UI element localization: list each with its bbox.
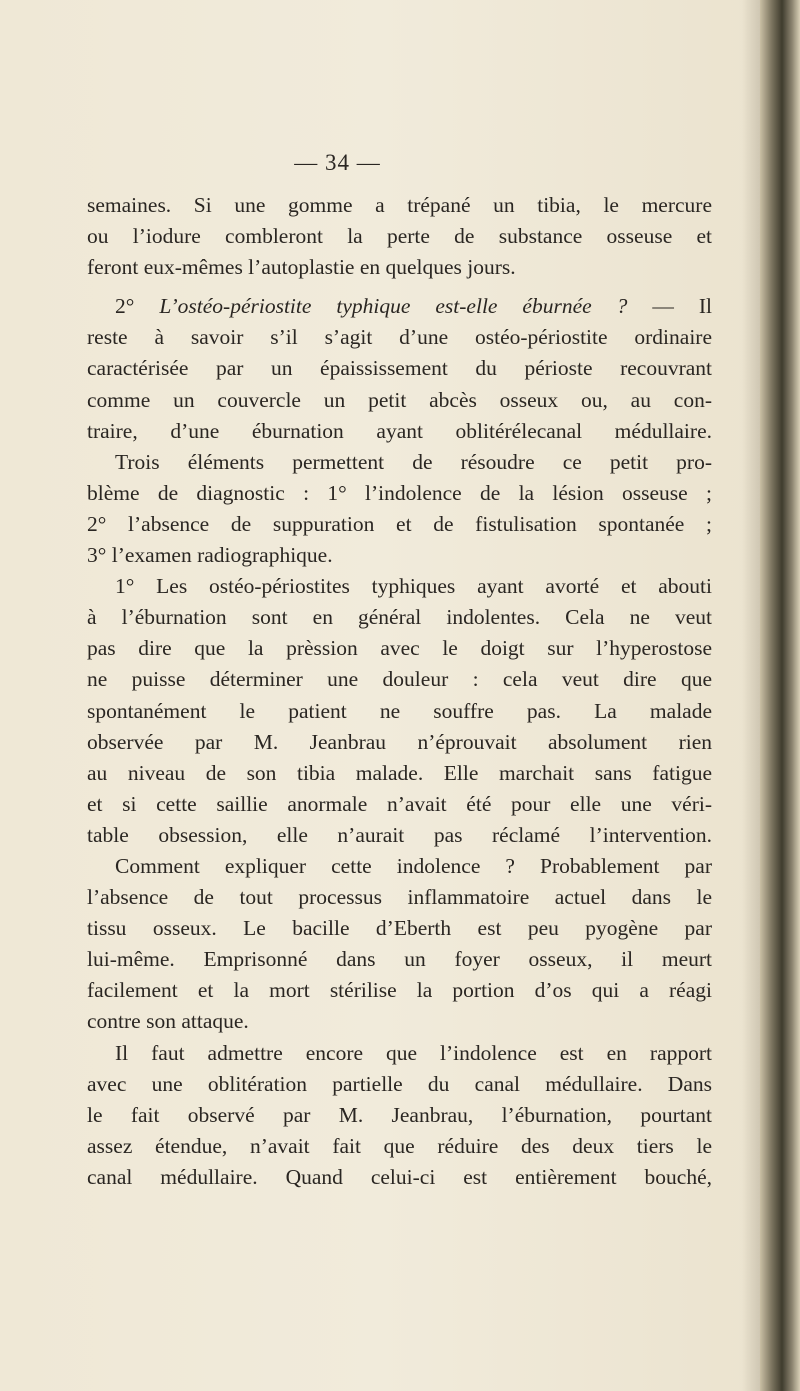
text-line: tissu osseux. Le bacille d’Eberth est peu pyogène par: [87, 916, 712, 941]
paragraph-gap: [87, 283, 712, 291]
text-line: assez étendue, n’avait fait que réduire des deux tiers le: [87, 1133, 712, 1158]
text-line: observée par M. Jeanbrau n’éprouvait absolument rien: [87, 729, 712, 754]
text-line: feront eux-mêmes l’autoplastie en quelques jours.: [87, 255, 516, 280]
page-number: — 34 —: [294, 150, 381, 175]
text-line: canal médullaire. Quand celui-ci est entièrement bouché,: [87, 1164, 712, 1189]
text-line: Comment expliquer cette indolence ? Probablement par: [115, 853, 712, 878]
text-line: avec une oblitération partielle du canal médullaire. Dans: [87, 1071, 712, 1096]
text-line: ne puisse déterminer une douleur : cela veut dire que: [87, 667, 712, 692]
section-number: 2°: [115, 294, 160, 319]
section-dash: — Il: [627, 294, 712, 319]
text-line: ou l’iodure combleront la perte de substance osseuse et: [87, 224, 712, 249]
page-edge-shadow: [742, 0, 760, 1391]
text-line: l’absence de tout processus inflammatoire actuel dans le: [87, 885, 712, 910]
text-line: reste à savoir s’il s’agit d’une ostéo-périostite ordinaire: [87, 325, 712, 350]
text-line: spontanément le patient ne souffre pas. La malade: [87, 698, 712, 723]
text-line: 3° l’examen radiographique.: [87, 543, 333, 568]
text-line: caractérisée par un épaississement du périoste recouvrant: [87, 356, 712, 381]
text-line: lui-même. Emprisonné dans un foyer osseux, il meurt: [87, 947, 712, 972]
body-text: [87, 190, 712, 1193]
text-line: Il faut admettre encore que l’indolence est en rapport: [115, 1040, 712, 1065]
text-line: au niveau de son tibia malade. Elle marchait sans fatigue: [87, 760, 712, 785]
text-line: pas dire que la prèssion avec le doigt sur l’hyperostose: [87, 636, 712, 661]
text-line: blème de diagnostic : 1° l’indolence de la lésion osseuse ;: [87, 480, 712, 505]
text-line: et si cette saillie anormale n’avait été pour elle une véri-: [87, 791, 712, 816]
text-line: contre son attaque.: [87, 1009, 249, 1034]
text-line: Trois éléments permettent de résoudre ce petit pro-: [115, 449, 712, 474]
text-line: facilement et la mort stérilise la portion d’os qui a réagi: [87, 978, 712, 1003]
text-line: le fait observé par M. Jeanbrau, l’éburnation, pourtant: [87, 1102, 712, 1127]
text-line: 1° Les ostéo-périostites typhiques ayant avorté et abouti: [115, 574, 712, 599]
text-line: à l’éburnation sont en général indolentes. Cela ne veut: [87, 605, 712, 630]
text-line: 2° l’absence de suppuration et de fistulisation spontanée ;: [87, 511, 712, 536]
text-line: comme un couvercle un petit abcès osseux ou, au con-: [87, 387, 712, 412]
text-line: semaines. Si une gomme a trépané un tibia, le mercure: [87, 193, 712, 217]
section-title: L’ostéo-périostite typhique est-elle éburnée ?: [159, 294, 628, 319]
section-heading-line: [87, 291, 712, 322]
book-edge: [760, 0, 800, 1391]
text-line: table obsession, elle n’aurait pas réclamé l’intervention.: [87, 822, 712, 847]
text-line: traire, d’une éburnation ayant oblitérélecanal médullaire.: [87, 418, 712, 443]
